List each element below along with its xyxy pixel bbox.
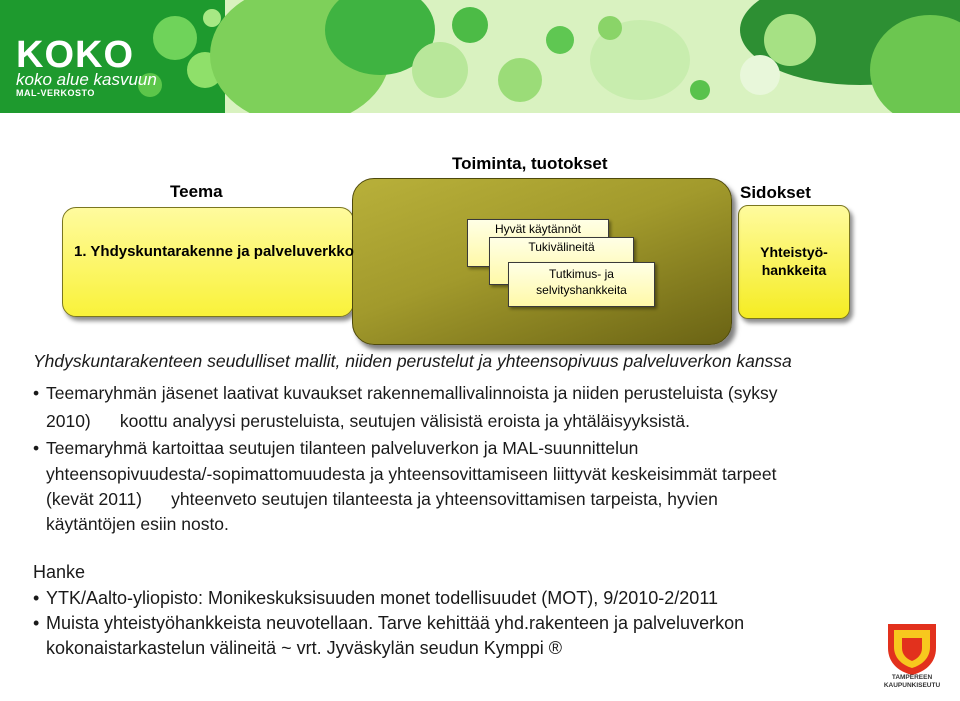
hanke-1-text: YTK/Aalto-yliopisto: Monikeskuksisuuden monet todellisuudet (MOT), 9/2010-2/2011: [46, 588, 719, 608]
card-tutkimushankkeita: Tutkimus- ja selvityshankkeita: [508, 262, 655, 307]
bullet-2-line2: yhteensopivuudesta/-sopimattomuudesta ja yhteensovittamiseen liittyvät keskeisimmät tarpeet: [46, 464, 777, 484]
bullet-1-line1: Teemaryhmän jäsenet laativat kuvaukset rakennemallivalinnoista ja niiden perusteluista (syksy: [46, 383, 778, 403]
bullet-2-marker: •: [33, 438, 40, 458]
hanke-1-marker: •: [33, 588, 40, 608]
seal-line2: KAUPUNKISEUTU: [883, 682, 941, 689]
header-teema: Teema: [170, 182, 223, 201]
bullet-2-line3: (kevät 2011) yhteenveto seutujen tilanteesta ja yhteensovittamisen tarpeista, hyvien: [46, 489, 718, 509]
header-toiminta: Toiminta, tuotokset: [452, 154, 608, 173]
hanke-2-line1: Muista yhteistyöhankkeista neuvotellaan. Tarve kehittää yhd.rakenteen ja palveluverkon: [46, 613, 745, 633]
banner-graphic: [0, 0, 960, 113]
hanke-title: Hanke: [33, 562, 86, 582]
bullet-2-line1: Teemaryhmä kartoittaa seutujen tilanteen palveluverkon ja MAL-suunnittelun: [46, 438, 639, 458]
seal-label: [874, 674, 950, 690]
logo-name: KOKO: [16, 34, 134, 76]
logo-subtitle: koko alue kasvuun: [16, 70, 157, 89]
sidokset-item: [740, 243, 848, 279]
header-banner: [0, 0, 960, 113]
header-sidokset: Sidokset: [740, 183, 811, 202]
sidokset-line1: Yhteistyö-: [760, 244, 828, 260]
seal-graphic: [882, 620, 942, 676]
teema-item: 1. Yhdyskuntarakenne ja palveluverkko: [74, 243, 354, 260]
bullet-1-line2: 2010) koottu analyysi perusteluista, seutujen välisistä eroista ja yhtäläisyyksistä.: [46, 411, 690, 431]
seal-line1: TAMPEREEN: [891, 674, 933, 681]
bullet-2-line4: käytäntöjen esiin nosto.: [46, 514, 229, 534]
intro-text: Yhdyskuntarakenteen seudulliset mallit, niiden perustelut ja yhteensopivuus palveluverkon kanssa: [33, 351, 792, 371]
card-hyvat-kaytannot: Hyvät käytännöt: [467, 219, 609, 267]
logo-network: MAL-VERKOSTO: [16, 88, 95, 98]
sidokset-line2: hankkeita: [761, 262, 827, 278]
card-tukivalineita: Tukivälineitä: [489, 237, 634, 285]
bullet-1-marker: •: [33, 383, 40, 403]
hanke-2-marker: •: [33, 613, 40, 633]
teema-box: [62, 207, 354, 317]
hanke-2-line2: kokonaistarkastelun välineitä ~ vrt. Jyväskylän seudun Kymppi ®: [46, 638, 563, 658]
